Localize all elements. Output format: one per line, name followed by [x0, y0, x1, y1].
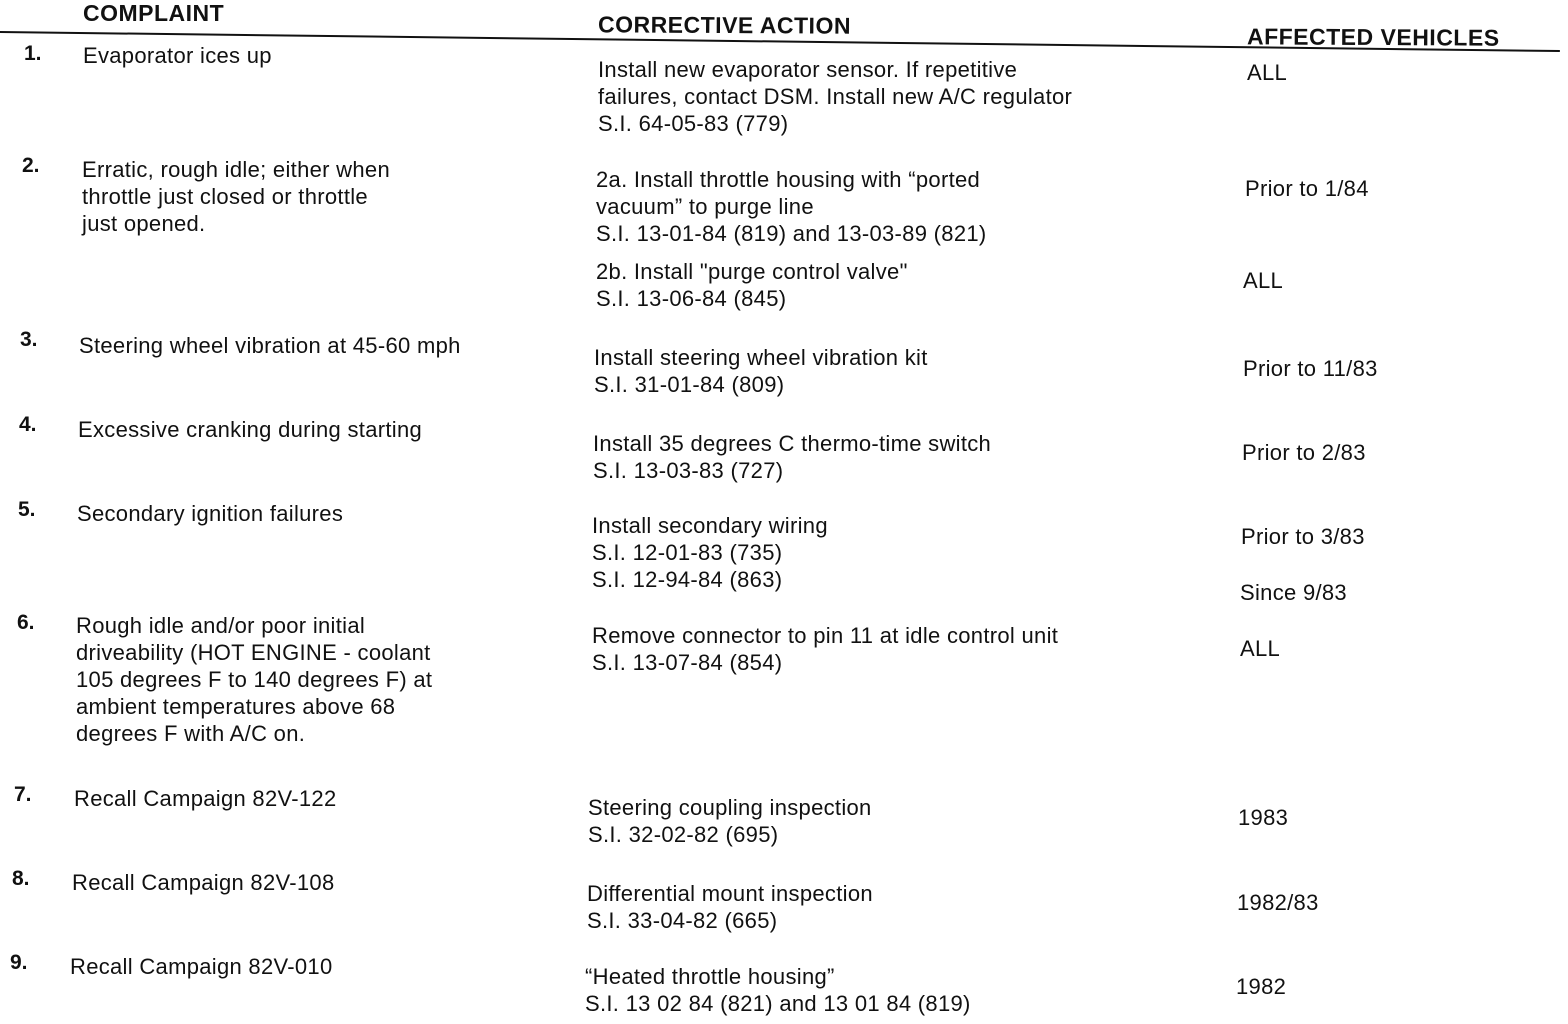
- affected-vehicles-text: Prior to 2/83: [1242, 440, 1366, 465]
- corrective-action-text: Install steering wheel vibration kit S.I. 31-01-84 (809): [594, 345, 928, 397]
- complaint-text: Recall Campaign 82V-122: [74, 786, 337, 811]
- complaint-text: Erratic, rough idle; either when throttle just closed or throttle just opened.: [82, 157, 390, 236]
- row-number: 6.: [17, 611, 35, 634]
- header-complaint: COMPLAINT: [83, 0, 225, 26]
- corrective-action-text: 2a. Install throttle housing with “ported vacuum” to purge line S.I. 13-01-84 (819) and 13-03-89 (821): [596, 167, 987, 246]
- corrective-action-text-b: 2b. Install "purge control valve" S.I. 13-06-84 (845): [596, 259, 908, 311]
- row-number: 8.: [12, 867, 30, 890]
- row-number: 9.: [10, 951, 28, 974]
- affected-vehicles-text: 1982: [1236, 974, 1287, 999]
- row-number: 4.: [19, 413, 37, 436]
- row-number: 1.: [24, 42, 42, 65]
- row-number: 3.: [20, 328, 38, 351]
- affected-vehicles-text: Prior to 11/83: [1243, 356, 1378, 381]
- affected-vehicles-text: Prior to 3/83: [1241, 524, 1365, 549]
- complaint-text: Excessive cranking during starting: [78, 417, 423, 442]
- corrective-action-text: “Heated throttle housing” S.I. 13 02 84 (821) and 13 01 84 (819): [585, 964, 971, 1016]
- affected-vehicles-text: Prior to 1/84: [1245, 176, 1369, 201]
- complaint-text: Recall Campaign 82V-010: [70, 954, 333, 979]
- header-corrective-action: CORRECTIVE ACTION: [597, 11, 852, 39]
- affected-vehicles-text: 1983: [1238, 805, 1289, 830]
- corrective-action-text: Remove connector to pin 11 at idle control unit S.I. 13-07-84 (854): [592, 623, 1059, 675]
- affected-vehicles-text: ALL: [1240, 636, 1281, 661]
- row-number: 7.: [14, 783, 32, 806]
- affected-vehicles-text-b: Since 9/83: [1240, 580, 1347, 605]
- affected-vehicles-text: 1982/83: [1237, 890, 1319, 915]
- affected-vehicles-text-b: ALL: [1243, 268, 1284, 293]
- corrective-action-text: Install new evaporator sensor. If repetitive failures, contact DSM. Install new A/C regulator S.I. 64-05-83 (779): [598, 57, 1073, 136]
- corrective-action-text: Install 35 degrees C thermo-time switch S.I. 13-03-83 (727): [593, 431, 992, 483]
- complaint-text: Rough idle and/or poor initial driveability (HOT ENGINE - coolant 105 degrees F to 140 degrees F) at ambient temperatures above 68 degrees F with A/C on.: [76, 613, 433, 746]
- corrective-action-text: Steering coupling inspection S.I. 32-02-82 (695): [588, 795, 872, 847]
- row-number: 2.: [22, 154, 40, 177]
- complaint-text: Recall Campaign 82V-108: [72, 870, 335, 895]
- complaint-text: Steering wheel vibration at 45-60 mph: [79, 333, 461, 358]
- complaint-text: Evaporator ices up: [83, 43, 272, 68]
- corrective-action-text: Install secondary wiring S.I. 12-01-83 (735) S.I. 12-94-84 (863): [592, 513, 828, 592]
- affected-vehicles-text: ALL: [1247, 60, 1288, 85]
- corrective-action-text: Differential mount inspection S.I. 33-04-82 (665): [587, 881, 873, 933]
- header-affected-vehicles: AFFECTED VEHICLES: [1246, 23, 1500, 51]
- row-number: 5.: [18, 498, 36, 521]
- complaint-text: Secondary ignition failures: [77, 501, 344, 526]
